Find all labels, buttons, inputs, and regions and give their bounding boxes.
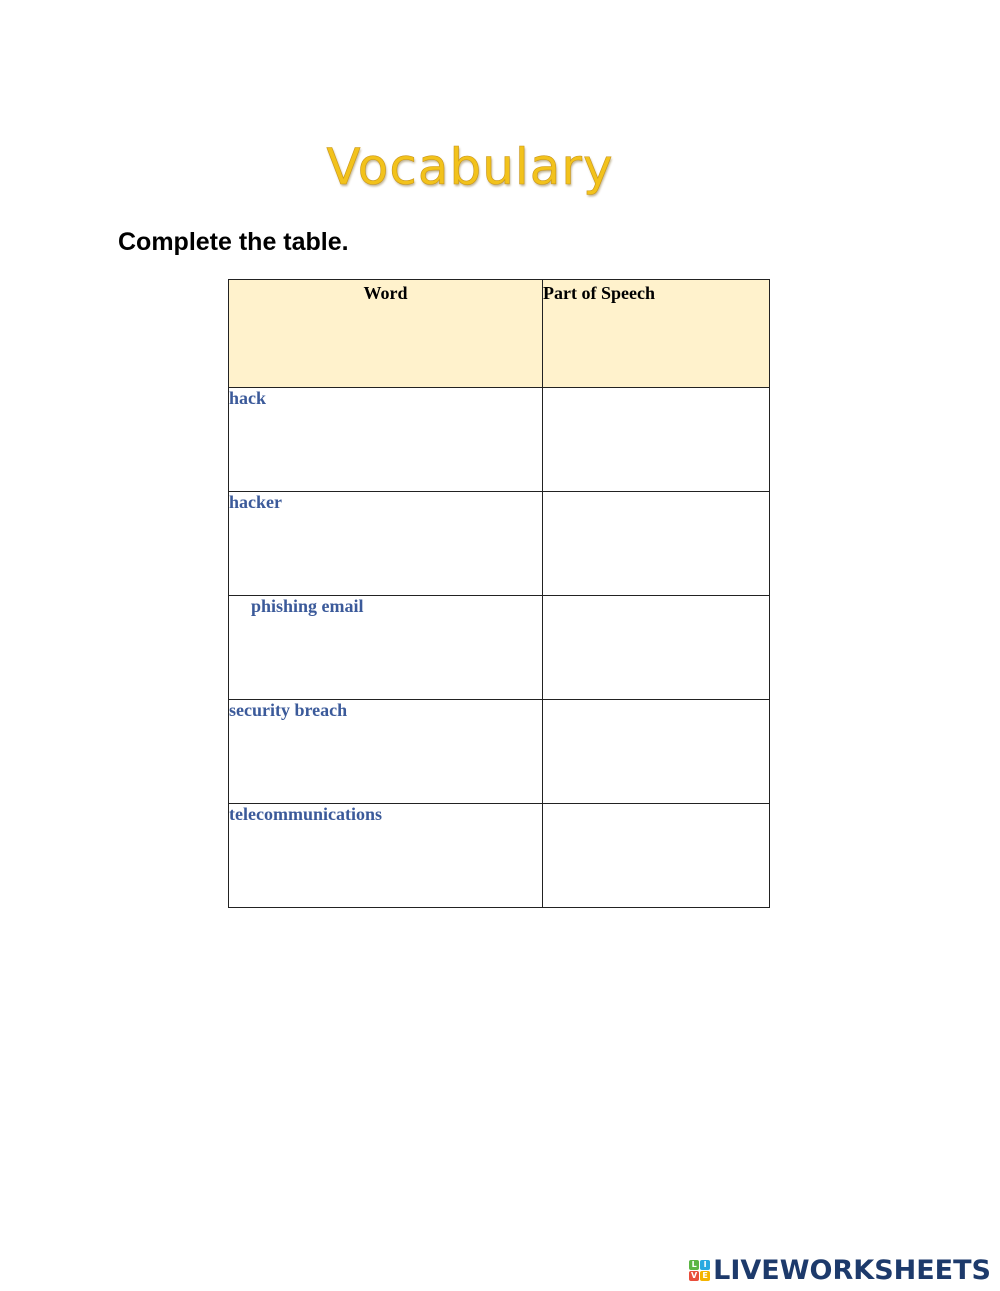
word-cell-security-breach: security breach — [229, 700, 543, 804]
word-cell-hack: hack — [229, 388, 543, 492]
table-row — [229, 596, 770, 700]
live-logo-icon — [689, 1260, 710, 1281]
answer-cell-hacker[interactable] — [543, 492, 770, 596]
logo-letter-v: V — [691, 1271, 698, 1280]
answer-cell-phishing-email[interactable] — [543, 596, 770, 700]
logo-letter-e: E — [700, 1271, 710, 1281]
table-row — [229, 804, 770, 908]
logo-wordmark: LIVEWORKSHEETS — [713, 1255, 991, 1286]
word-cell-telecommunications: telecommunications — [229, 804, 543, 908]
vocabulary-table — [228, 279, 770, 908]
table-row — [229, 388, 770, 492]
logo-letter-l: L — [689, 1260, 699, 1270]
answer-cell-security-breach[interactable] — [543, 700, 770, 804]
table-header-row — [229, 280, 770, 388]
word-cell-phishing-email: phishing email — [229, 596, 543, 700]
header-word: Word — [229, 280, 543, 388]
table-row — [229, 700, 770, 804]
worksheet-title: Vocabulary — [326, 138, 614, 196]
header-part-of-speech: Part of Speech — [543, 280, 770, 388]
answer-cell-hack[interactable] — [543, 388, 770, 492]
logo-letter-i: I — [700, 1260, 710, 1270]
instruction-text: Complete the table. — [118, 228, 349, 256]
liveworksheets-logo — [689, 1255, 991, 1286]
word-cell-hacker: hacker — [229, 492, 543, 596]
table-row — [229, 492, 770, 596]
answer-cell-telecommunications[interactable] — [543, 804, 770, 908]
